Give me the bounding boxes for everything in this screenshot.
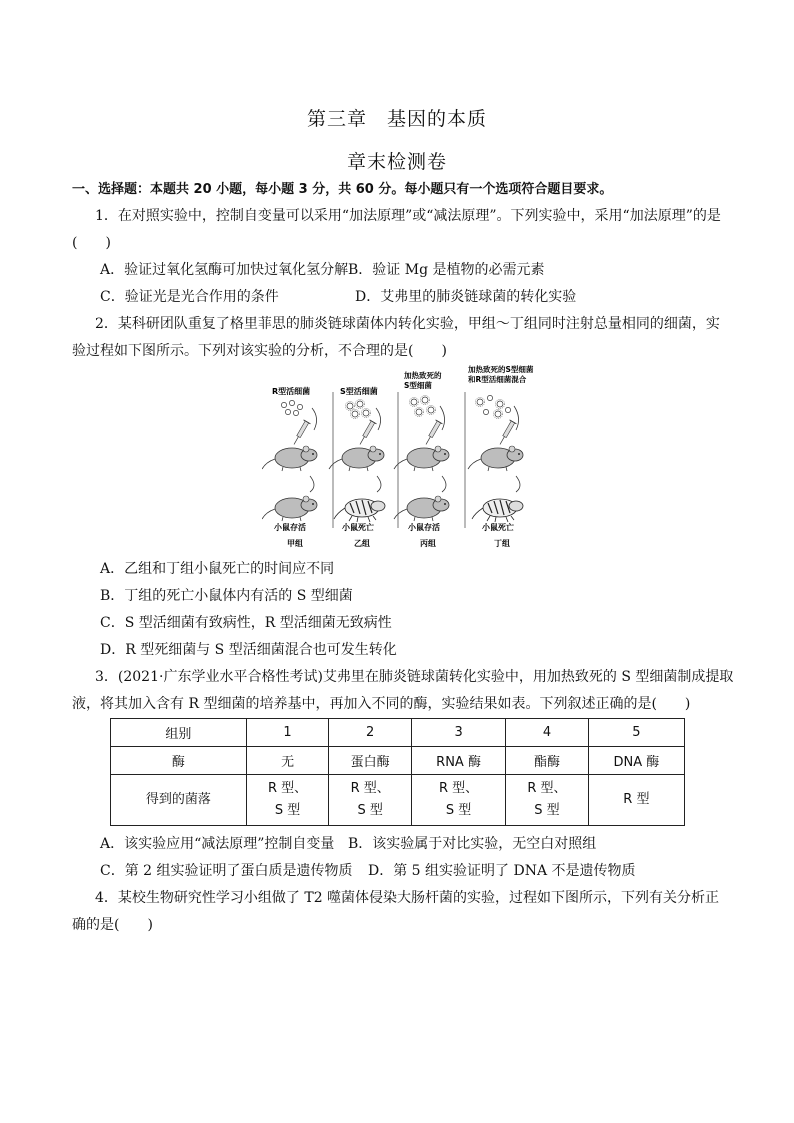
- table-cell: R 型: [588, 775, 684, 826]
- group-b-result: 小鼠死亡: [342, 523, 374, 532]
- q3-stem-line1: 3．(2021·广东学业水平合格性考试)艾弗里在肺炎链球菌转化实验中，用加热致死的 S 型细菌制成提取: [95, 669, 734, 685]
- table-cell: 酶: [111, 747, 247, 775]
- chapter-title: 第三章 基因的本质: [306, 108, 487, 130]
- table-cell: 无: [246, 747, 329, 775]
- q4-stem-line1: 4．某校生物研究性学习小组做了 T2 噬菌体侵染大肠杆菌的实验，过程如下图所示，下列有关分析正: [95, 890, 720, 906]
- table-cell: 酯酶: [506, 747, 589, 775]
- table-cell: DNA 酶: [588, 747, 684, 775]
- table-cell: 5: [588, 719, 684, 747]
- q2-option-d: D．R 型死细菌与 S 型活细菌混合也可发生转化: [100, 642, 397, 658]
- q2-stem-line2: 验过程如下图所示。下列对该实验的分析，不合理的是( ): [72, 343, 447, 359]
- q1-option-d: D．艾弗里的肺炎链球菌的转化实验: [355, 289, 577, 305]
- q3-option-b: B．该实验属于对比实验，无空白对照组: [348, 836, 597, 852]
- cell-line: S 型: [534, 803, 560, 818]
- q3-stem-line2: 液，将其加入含有 R 型细菌的培养基中，再加入不同的酶，实验结果如表。下列叙述正确的是( ): [72, 696, 691, 712]
- table-cell: [329, 775, 412, 826]
- cell-line: R 型、: [267, 781, 308, 796]
- table-row: [111, 775, 685, 826]
- q1-stem-line2: ( ): [72, 235, 111, 251]
- group-d-result: 小鼠死亡: [482, 523, 514, 532]
- group-c-top-label-1: 加热致死的: [404, 371, 442, 380]
- group-b-name: 乙组: [354, 539, 370, 548]
- cell-line: S 型: [357, 803, 383, 818]
- group-c-top-label-2: S型细菌: [404, 381, 432, 390]
- q1-option-b: B．验证 Mg 是植物的必需元素: [348, 262, 545, 278]
- q2-option-a: A．乙组和丁组小鼠死亡的时间应不同: [100, 561, 335, 577]
- q4-stem-line2: 确的是( ): [72, 917, 153, 933]
- q3-option-c: C．第 2 组实验证明了蛋白质是遗传物质: [100, 863, 353, 879]
- cell-line: R 型、: [438, 781, 479, 796]
- q2-option-b: B．丁组的死亡小鼠体内有活的 S 型细菌: [100, 588, 353, 604]
- q2-stem-line1: 2．某科研团队重复了格里菲思的肺炎链球菌体内转化实验，甲组～丁组同时注射总量相同的细菌，实: [95, 316, 720, 332]
- table-cell: 1: [246, 719, 329, 747]
- q1-option-a: A．验证过氧化氢酶可加快过氧化氢分解: [100, 262, 349, 278]
- cell-line: S 型: [274, 803, 301, 818]
- table-cell: 组别: [111, 719, 247, 747]
- table-cell: 3: [411, 719, 505, 747]
- cell-line: R 型、: [527, 781, 567, 796]
- table-cell: 4: [506, 719, 589, 747]
- table-cell: 蛋白酶: [329, 747, 412, 775]
- group-d-name: 丁组: [494, 539, 510, 548]
- table-cell: [411, 775, 505, 826]
- cell-line: R 型、: [350, 781, 390, 796]
- section-heading: 一、选择题：本题共 20 小题，每小题 3 分，共 60 分。每小题只有一个选项符合题目要求。: [72, 182, 613, 197]
- group-c-result: 小鼠存活: [408, 523, 440, 532]
- q1-option-c: C．验证光是光合作用的条件: [100, 289, 279, 305]
- table-row: [111, 719, 685, 747]
- group-a-top-label: R型活细菌: [272, 387, 311, 396]
- q2-option-c: C．S 型活细菌有致病性，R 型活细菌无致病性: [100, 615, 392, 631]
- q1-stem-line1: 1．在对照实验中，控制自变量可以采用“加法原理”或“减法原理”。下列实验中，采用“加法原理”的是: [95, 208, 721, 224]
- enzyme-result-table: [110, 718, 685, 826]
- table-cell: RNA 酶: [411, 747, 505, 775]
- group-a-name: 甲组: [287, 539, 303, 548]
- q3-option-d: D．第 5 组实验证明了 DNA 不是遗传物质: [368, 863, 636, 879]
- table-cell: 2: [329, 719, 412, 747]
- group-a-result: 小鼠存活: [274, 523, 306, 532]
- q3-option-a: A．该实验应用“减法原理”控制自变量: [100, 836, 335, 852]
- group-b-top-label: S型活细菌: [340, 387, 378, 396]
- table-cell: [246, 775, 329, 826]
- table-cell: 得到的菌落: [111, 775, 247, 826]
- table-cell: [506, 775, 589, 826]
- griffith-experiment-figure: [262, 358, 537, 550]
- cell-line: S 型: [445, 803, 472, 818]
- group-d-top-label-2: 和R型活细菌混合: [468, 375, 527, 384]
- table-row: [111, 747, 685, 775]
- exam-subtitle: 章末检测卷: [346, 151, 447, 173]
- group-d-top-label-1: 加热致死的S型细菌: [468, 365, 534, 374]
- group-c-name: 丙组: [420, 539, 436, 548]
